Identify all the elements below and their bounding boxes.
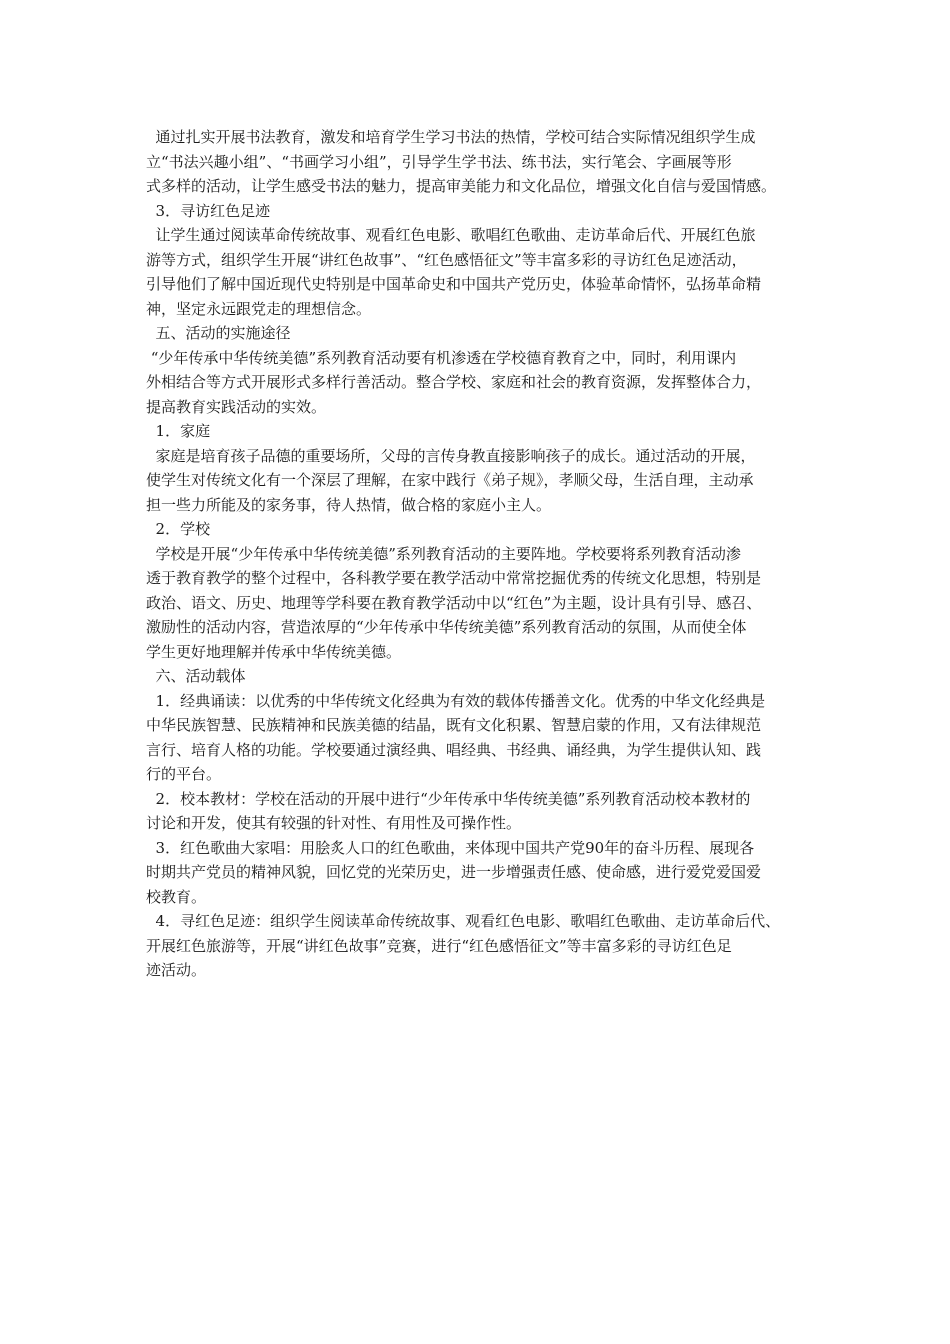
text-line: 家庭是培育孩子品德的重要场所，父母的言传身教直接影响孩子的成长。通过活动的开展， [146,446,756,465]
text-line: 式多样的活动，让学生感受书法的魅力，提高审美能力和文化品位，增强文化自信与爱国情感。 [146,177,777,195]
section-heading: 六、活动载体 [146,667,246,685]
text-line: 引导他们了解中国近现代史特别是中国革命史和中国共产党历史，体验革命情怀，弘扬革命精 [146,275,762,293]
text-line: 中华民族智慧、民族精神和民族美德的结晶，既有文化积累、智慧启蒙的作用，又有法律规范 [146,716,762,734]
text-line: 立“书法兴趣小组”、“书画学习小组”，引导学生学书法、练书法，实行笔会、字画展等形 [146,152,732,171]
text-line: 激励性的活动内容，营造浓厚的“少年传承中华传统美德”系列教育活动的氛围，从而使全体 [146,618,747,636]
text-line: 学生更好地理解并传承中华传统美德。 [146,642,402,661]
text-line: 担一些力所能及的家务事，待人热情，做合格的家庭小主人。 [146,495,552,514]
section-heading: 五、活动的实施途径 [146,324,291,342]
text-line: 1．经典诵读：以优秀的中华传统文化经典为有效的载体传播善文化。优秀的中华文化经典是 [146,691,766,710]
text-line: 讨论和开发，使其有较强的针对性、有用性及可操作性。 [146,814,522,832]
text-line: 开展红色旅游等，开展“讲红色故事”竞赛，进行“红色感悟征文”等丰富多彩的寻访红色足 [146,936,732,955]
text-line: 游等方式，组织学生开展“讲红色故事”、“红色感悟征文”等丰富多彩的寻访红色足迹活动， [146,250,747,269]
text-line: 3．红色歌曲大家唱：用脍炙人口的红色歌曲，来体现中国共产党90年的奋斗历程、展现各 [146,838,755,857]
text-line: 学校是开展“少年传承中华传统美德”系列教育活动的主要阵地。学校要将系列教育活动渗 [146,544,741,563]
text-line: 通过扎实开展书法教育，激发和培育学生学习书法的热情，学校可结合实际情况组织学生成 [146,128,756,146]
text-line: 言行、培育人格的功能。学校要通过演经典、唱经典、书经典、诵经典，为学生提供认知、践 [146,740,762,759]
section-heading: 2．学校 [146,520,211,538]
text-line: 外相结合等方式开展形式多样行善活动。整合学校、家庭和社会的教育资源，发挥整体合力， [146,373,762,391]
text-line: 2．校本教材：学校在活动的开展中进行“少年传承中华传统美德”系列教育活动校本教材的 [146,789,751,808]
section-heading: 3．寻访红色足迹 [146,201,271,220]
text-line: 让学生通过阅读革命传统故事、观看红色电影、歌唱红色歌曲、走访革命后代、开展红色旅 [146,226,756,244]
text-line: 时期共产党员的精神风貌，回忆党的光荣历史，进一步增强责任感、使命感，进行爱党爱国爱 [146,863,762,881]
text-line: 提高教育实践活动的实效。 [146,397,327,416]
text-line: 透于教育教学的整个过程中，各科教学要在教学活动中常常挖掘优秀的传统文化思想，特别是 [146,569,762,587]
text-line: 行的平台。 [146,765,222,783]
text-line: 迹活动。 [146,961,207,979]
text-line: 使学生对传统文化有一个深层了理解，在家中践行《弟子规》，孝顺父母，生活自理，主动承 [146,471,754,489]
text-line: “少年传承中华传统美德”系列教育活动要有机渗透在学校德育教育之中，同时，利用课内 [146,348,737,367]
section-heading: 1．家庭 [146,422,211,440]
text-line: 校教育。 [146,887,207,906]
text-line: 政治、语文、历史、地理等学科要在教育教学活动中以“红色”为主题，设计具有引导、感召、 [146,593,762,612]
text-line: 4．寻红色足迹：组织学生阅读革命传统故事、观看红色电影、歌唱红色歌曲、走访革命后代、 [146,912,781,930]
document-body [146,125,826,983]
text-line: 神，坚定永远跟党走的理想信念。 [146,299,372,318]
